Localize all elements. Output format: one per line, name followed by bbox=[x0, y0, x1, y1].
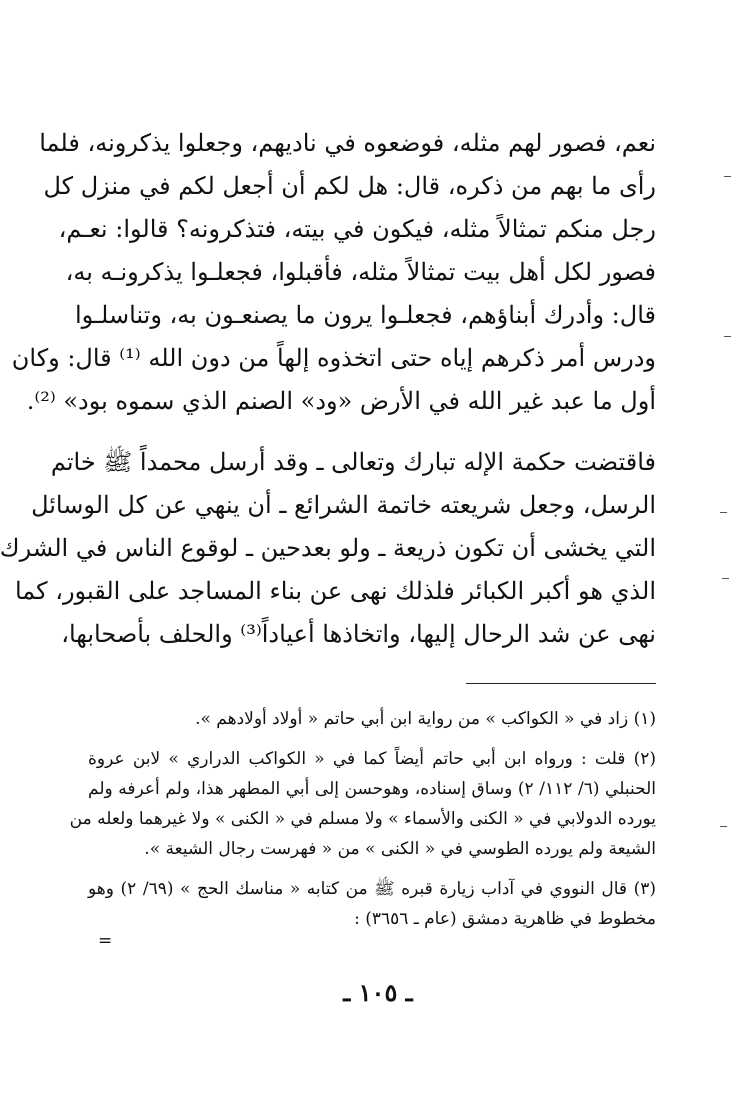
margin-mark bbox=[724, 176, 731, 177]
margin-mark bbox=[720, 512, 727, 513]
footnote-continuation-mark: = bbox=[98, 931, 113, 951]
paragraph-1 bbox=[11, 122, 656, 423]
margin-mark bbox=[722, 578, 729, 579]
paragraph-line: قال: وأدرك أبناؤهم، فجعلـوا يرون ما يصنعـون به، وتناسلـوا bbox=[74, 301, 656, 329]
footnote-line: الشيعة ولم يورده الطوسي في « الكنى » من « فهرست رجال الشيعة ». bbox=[144, 839, 656, 859]
footnote-line: (١) زاد في « الكواكب » من رواية ابن أبي حاتم « أولاد أولادهم ». bbox=[195, 709, 656, 729]
footnote-line: (٣) قال النووي في آداب زيارة قبره ﷺ من كتابه « مناسك الحج » (٦٩/ ٢) وهو bbox=[88, 879, 656, 899]
paragraph-line: ودرس أمر ذكرهم إياه حتى اتخذوه إلهاً من دون الله ⁽¹⁾ قال: وكان bbox=[11, 344, 656, 372]
paragraph-line: الذي هو أكبر الكبائر فلذلك نهى عن بناء المساجد على القبور، كما bbox=[14, 577, 656, 605]
paragraph-line: التي يخشى أن تكون ذريعة ـ ولو بعدحين ـ لوقوع الناس في الشرك bbox=[0, 534, 656, 562]
paragraph-line: فصور لكل أهل بيت تمثالاً مثله، فأقبلوا، فجعلـوا يذكرونـه به، bbox=[65, 258, 656, 286]
footnote-line: مخطوط في ظاهرية دمشق (عام ـ ٣٦٥٦) : bbox=[354, 909, 656, 929]
paragraph-line: فاقتضت حكمة الإله تبارك وتعالى ـ وقد أرسل محمداً ﷺ خاتم bbox=[50, 448, 656, 476]
paragraph-line: الرسل، وجعل شريعته خاتمة الشرائع ـ أن ينهي عن كل الوسائل bbox=[31, 491, 656, 519]
paragraph-line: نهى عن شد الرحال إليها، واتخاذها أعياداً⁽³⁾ والحلف بأصحابها، bbox=[61, 620, 656, 648]
paragraph-line: أول ما عبد غير الله في الأرض «ود» الصنم الذي سموه بود» ⁽²⁾. bbox=[26, 387, 656, 415]
footnotes bbox=[69, 704, 656, 944]
margin-mark bbox=[720, 826, 727, 827]
paragraph-line: رأى ما بهم من ذكره، قال: هل لكم أن أجعل لكم في منزل كل bbox=[43, 172, 656, 200]
footnote-separator bbox=[466, 683, 656, 684]
footnote-1 bbox=[88, 704, 656, 734]
margin-mark bbox=[724, 336, 731, 337]
page-number: ـ ١٠٥ ـ bbox=[343, 978, 413, 1007]
paragraph-2 bbox=[0, 441, 656, 656]
footnote-line: الحنبلي (٦/ ١١٢/ ٢) وساق إسناده، وهوحسن إلى أبي المطهر هذا، ولم أعرفه ولم bbox=[88, 779, 656, 799]
footnote-line: (٢) قلت : ورواه ابن أبي حاتم أيضاً كما في « الكواكب الدراري » لابن عروة bbox=[88, 749, 656, 769]
paragraph-line: رجل منكم تمثالاً مثله، فيكون في بيته، فتذكرونه؟ قالوا: نعـم، bbox=[58, 215, 656, 243]
paragraph-line: نعم، فصور لهم مثله، فوضعوه في ناديهم، وجعلوا يذكرونه، فلما bbox=[39, 129, 656, 157]
footnote-line: يورده الدولابي في « الكنى والأسماء » ولا مسلم في « الكنى » ولا غيرهما ولعله من bbox=[69, 809, 656, 829]
footnote-3 bbox=[88, 874, 656, 934]
footnote-2 bbox=[69, 744, 656, 864]
